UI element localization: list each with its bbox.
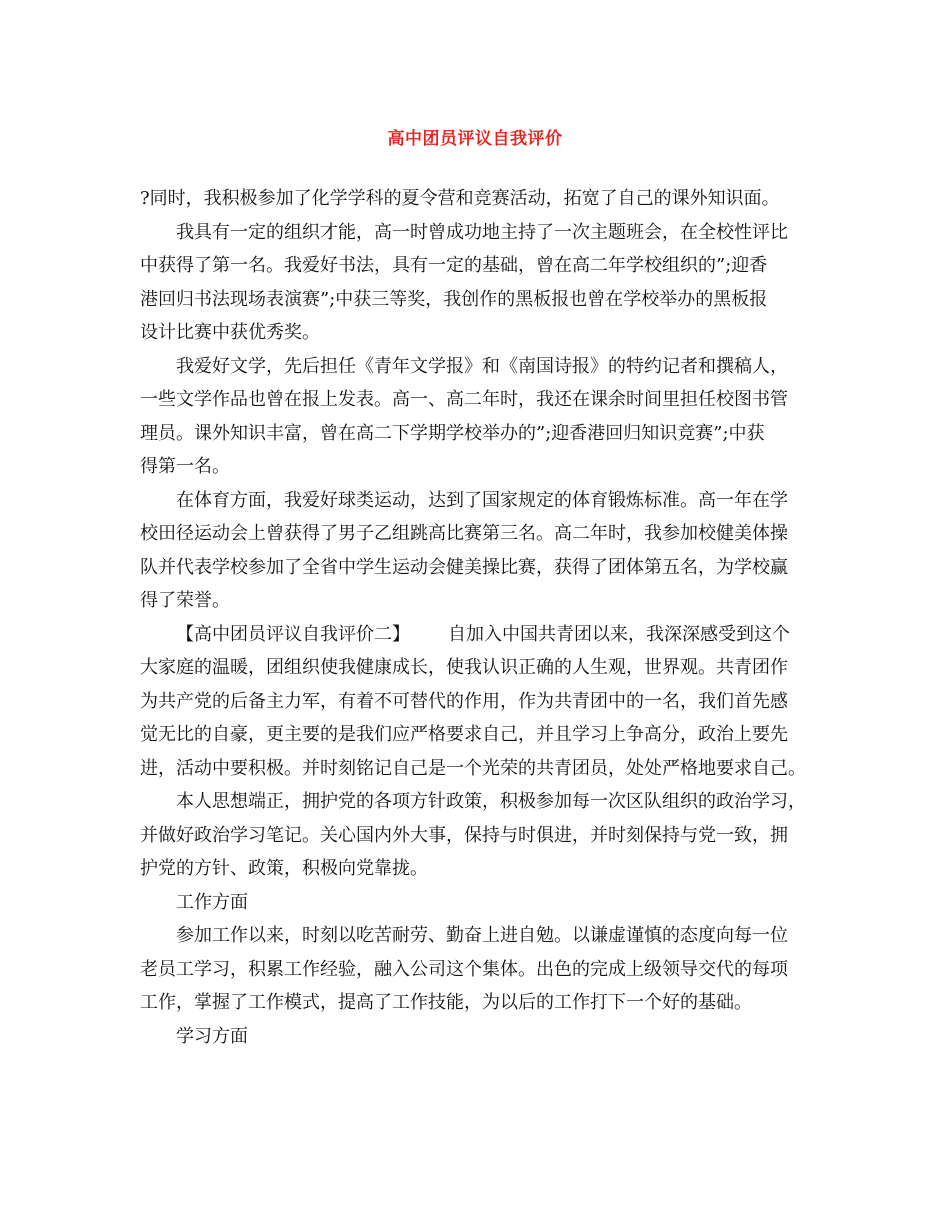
document-body	[140, 182, 820, 1053]
text-line: 我爱好文学，先后担任《青年文学报》和《南国诗报》的特约记者和撰稿人，	[176, 355, 788, 377]
text-line: 参加工作以来，时刻以吃苦耐劳、勤奋上进自勉。以谦虚谨慎的态度向每一位	[176, 925, 788, 946]
text-line: 在体育方面，我爱好球类运动，达到了国家规定的体育锻炼标准。高一年在学	[176, 489, 788, 511]
text-line: 工作，掌握了工作模式，提高了工作技能，为以后的工作打下一个好的基础。	[140, 992, 752, 1013]
text-line: 港回归书法现场表演赛”;中获三等奖，我创作的黑板报也曾在学校举办的黑板报	[140, 288, 768, 310]
text-line: ?同时，我积极参加了化学学科的夏令营和竞赛活动，拓宽了自己的课外知识面。	[140, 188, 780, 209]
text-line: 老员工学习，积累工作经验，融入公司这个集体。出色的完成上级领导交代的每项	[140, 958, 788, 980]
text-line: 进，活动中要积极。并时刻铭记自己是一个光荣的共青团员，处处严格地要求自己。	[140, 757, 806, 779]
text-line: 觉无比的自豪，更主要的是我们应严格要求自己，并且学习上争高分，政治上要先	[140, 724, 788, 745]
text-line: 我具有一定的组织才能，高一时曾成功地主持了一次主题班会，在全校性评比	[176, 221, 788, 243]
text-line: 校田径运动会上曾获得了男子乙组跳高比赛第三名。高二年时，我参加校健美体操	[140, 523, 788, 544]
text-line: 护党的方针、政策，积极向党靠拢。	[140, 858, 428, 879]
text-line: 并做好政治学习笔记。关心国内外大事，保持与时俱进，并时刻保持与党一致，拥	[140, 824, 788, 846]
section-heading: 【高中团员评议自我评价二】	[176, 623, 410, 645]
subheading-work: 工作方面	[176, 891, 248, 913]
text-line: 一些文学作品也曾在报上发表。高一、高二年时，我还在课余时间里担任校图书管	[140, 389, 788, 410]
section-heading-line	[140, 618, 820, 652]
text-run: 自加入中国共青团以来，我深深感受到这个	[448, 623, 790, 645]
text-line: 队并代表学校参加了全省中学生运动会健美操比赛，获得了团体第五名，为学校赢	[140, 556, 788, 578]
text-line: 设计比赛中获优秀奖。	[140, 322, 320, 343]
text-line: 中获得了第一名。我爱好书法，具有一定的基础，曾在高二年学校组织的”;迎香	[140, 255, 768, 276]
document-title: 高中团员评议自我评价	[387, 129, 563, 149]
text-line: 得了荣誉。	[140, 590, 230, 611]
text-line: 本人思想端正，拥护党的各项方针政策，积极参加每一次区队组织的政治学习，	[176, 791, 806, 812]
text-line: 得第一名。	[140, 456, 230, 477]
text-line: 理员。课外知识丰富，曾在高二下学期学校举办的”;迎香港回归知识竞赛”;中获	[140, 422, 765, 444]
subheading-study: 学习方面	[176, 1025, 248, 1047]
text-line: 为共产党的后备主力军，有着不可替代的作用，作为共青团中的一名，我们首先感	[140, 690, 788, 712]
text-line: 大家庭的温暖，团组织使我健康成长，使我认识正确的人生观，世界观。共青团作	[140, 657, 788, 678]
